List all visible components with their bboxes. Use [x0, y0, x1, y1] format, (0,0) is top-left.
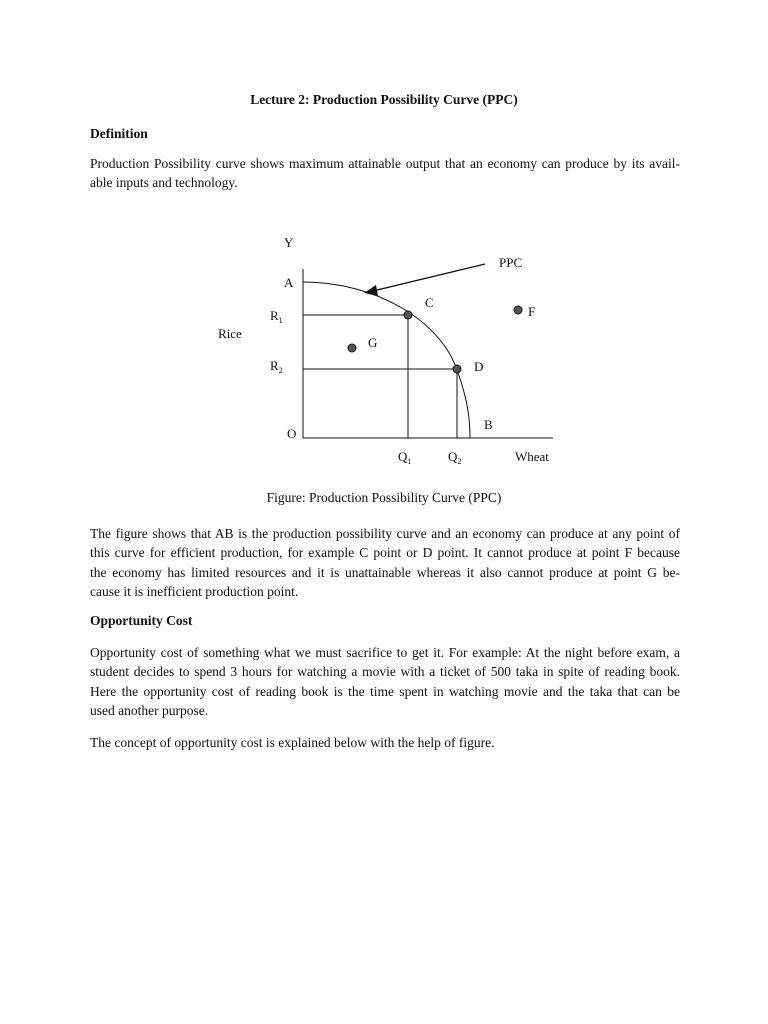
explanation-line: cause it is inefficient production point. [90, 583, 299, 599]
point-g-label: G [368, 335, 378, 350]
ppc-label: PPC [499, 255, 523, 270]
point-c-marker [404, 311, 412, 319]
point-d-label: D [474, 359, 484, 374]
lecture-title: Lecture 2: Production Possibility Curve (PPC) [250, 92, 518, 107]
figure-caption: Figure: Production Possibility Curve (PPC) [266, 490, 502, 505]
q2-label [448, 449, 461, 466]
definition-line: able inputs and technology. [90, 175, 238, 191]
explanation-line: The figure shows that AB is the production possibility curve and an economy can produce at any point of [90, 526, 680, 541]
point-a-label: A [284, 275, 294, 290]
ppc-curve [303, 282, 470, 438]
closing-line: The concept of opportunity cost is explained below with the help of figure. [90, 735, 495, 750]
r2-label-sub: 2 [278, 366, 283, 375]
point-g-marker [348, 344, 356, 352]
y-axis-title: Rice [218, 326, 242, 341]
explanation-line: this curve for efficient production, for example C point or D point. It cannot produce at point F because [90, 545, 680, 561]
y-axis-label: Y [284, 235, 294, 250]
r1-label-sub: 1 [278, 316, 283, 325]
q2-label-base: Q [448, 449, 458, 464]
opportunity-line: Here the opportunity cost of reading book is the time spent in watching movie and the taka that can be [90, 683, 680, 699]
r2-label-base: R [270, 358, 279, 373]
ppc-arrow-line [373, 264, 485, 291]
definition-heading: Definition [90, 126, 148, 141]
opportunity-line: Opportunity cost of something what we must sacrifice to get it. For example: At the night before exam, a [90, 645, 680, 660]
point-f-marker [514, 306, 522, 314]
explanation-line: the economy has limited resources and it is unattainable whereas it also cannot produce at point G be- [90, 564, 680, 580]
x-axis-title: Wheat [515, 449, 549, 464]
q1-label [398, 449, 411, 466]
opportunity-line: used another purpose. [90, 702, 209, 718]
q1-label-sub: 1 [407, 457, 412, 466]
opportunity-cost-paragraph [90, 643, 680, 720]
ppc-arrow-head [364, 285, 378, 296]
point-f-label: F [528, 304, 536, 319]
definition-line: Production Possibility curve shows maximum attainable output that an economy can produce by its avail- [90, 156, 680, 171]
closing-paragraph [90, 733, 680, 752]
r2-label [270, 358, 283, 375]
opportunity-line: student decides to spend 3 hours for watching a movie with a ticket of 500 taka in spite of reading book. [90, 664, 680, 680]
point-b-label: B [484, 417, 493, 432]
r1-label [270, 308, 283, 325]
q1-label-base: Q [398, 449, 408, 464]
q2-label-sub: 2 [457, 457, 462, 466]
point-c-label: C [425, 295, 434, 310]
origin-label: O [287, 426, 297, 441]
figure-explanation-paragraph [90, 524, 680, 601]
point-d-marker [453, 365, 461, 373]
r1-label-base: R [270, 308, 279, 323]
opportunity-cost-heading: Opportunity Cost [90, 613, 193, 628]
